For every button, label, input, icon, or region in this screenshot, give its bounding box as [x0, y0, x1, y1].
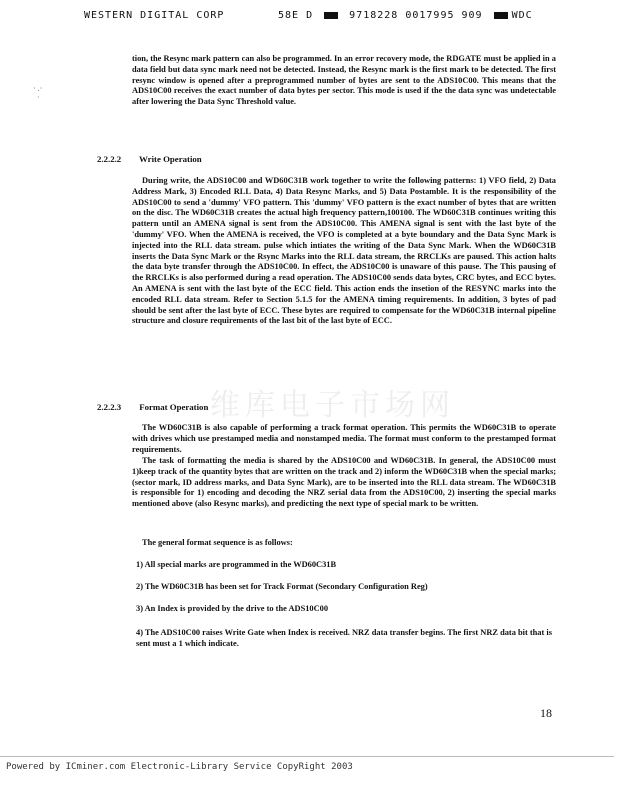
header-codes	[278, 10, 533, 21]
format-paragraph-3: The general format sequence is as follows:	[142, 538, 293, 547]
divider	[0, 756, 614, 757]
section-heading-format	[97, 402, 208, 412]
black-block-icon	[324, 12, 338, 19]
intro-paragraph: tion, the Resync mark pattern can also be programmed. In an error recovery mode, the RDGATE must be applied in a data field but data sync mark need not be detected. Instead, the Resync mark is the first mark to be detected. The first resync window is opened after a preprogrammed number of bytes are sent to the ADS10C00. This means that the ADS10C00 receives the exact number of data bytes per sector. This mode is used if the the data sync was undetectable after lowering the Data Sync Threshold value.	[132, 54, 556, 107]
footer-credit: Powered by ICminer.com Electronic-Library Service CopyRight 2003	[6, 762, 353, 772]
section-title: Write Operation	[139, 154, 202, 164]
header-code-b: 9718228 0017995 909	[349, 10, 483, 21]
list-item: 3) An Index is provided by the drive to the ADS10C00	[136, 604, 329, 613]
watermark: 维库电子市场网	[210, 388, 455, 423]
section-number: 2.2.2.2	[97, 154, 122, 164]
format-paragraph-2: The task of formatting the media is shared by the ADS10C00 and WD60C31B. In general, the ADS10C00 must 1)keep track of the quantity bytes that are written on the track and 2) inform the WD60C31B when the special marks;(sector mark, ID address marks, and Data Sync Mark), are to be inserted into the RLL data stream. The WD60C31B is responsible for 1) encoding and decoding the NRZ serial data from the ADS10C00, 2) inserting the special marks mentioned above (also Resync marks), and predicting the next type of special mark to be written.	[132, 456, 556, 509]
list-item: 1) All special marks are programmed in the WD60C31B	[136, 560, 337, 569]
black-block-icon	[494, 12, 508, 19]
header-code-c: WDC	[511, 10, 533, 21]
section-heading-write	[97, 154, 202, 164]
section-title: Format Operation	[139, 402, 209, 412]
header-company: WESTERN DIGITAL CORP	[84, 10, 225, 21]
page-header	[84, 10, 594, 26]
format-paragraph-1: The WD60C31B is also capable of performing a track format operation. This permits the WD60C31B to operate with drives which use prestamped media and nonstamped media. The format must conform to the prestamped format requirements.	[132, 423, 556, 454]
page-number: 18	[540, 706, 552, 720]
write-operation-paragraph: During write, the ADS10C00 and WD60C31B work together to write the following patterns: 1) VFO field, 2) Data Address Mark, 3) Encoded RLL Data, 4) Data Resync Marks, and 5) Data Postamble. It is the responsibility of the ADS10C00 to send a 'dummy' VFO pattern. This 'dummy' VFO pattern is the exact number of bytes that are written on the disc. The WD60C31B creates the actual high frequency pattern,100100. The WD60C31B continues writing this pattern until an AMENA signal is sent from the ADS10C00. This AMENA signal is sent with the last byte of the 'dummy' VFO. When the AMENA is received, the VFO is completed at a byte boundary and the Data Sync Mark is injected into the RLL data stream. pulse which intiates the writing of the Data Sync Mark. When the WD60C31B inserts the Data Sync Mark or the Rsync Marks into the RLL data stream, the RRCLKs are paused. This action halts the data byte transfer through the ADS10C00. In effect, the ADS10C00 is unaware of this pause. The This pausing of the RRCLKs is also performed during a read operation. The ADS10C00 sends data bytes, CRC bytes, and ECC bytes. An AMENA is sent with the last byte of the ECC field. This action ends the insetion of the RESYNC marks into the encoded RLL data stream. Refer to Section 5.1.5 for the AMENA timing requirements. In addition, 3 bytes of pad should be sent after the last byte of ECC. These bytes are required to compensate for the WD60C31B internal pipeline structure and closure requirements of the last bit of the last byte of ECC.	[132, 176, 556, 326]
section-number: 2.2.2.3	[97, 402, 122, 412]
list-item: 4) The ADS10C00 raises Write Gate when Index is received. NRZ data transfer begins. The first NRZ data bit that is sent must a 1 which indicate.	[136, 628, 552, 648]
header-code-a: 58E D	[278, 10, 314, 21]
list-item: 2) The WD60C31B has been set for Track Format (Secondary Configuration Reg)	[136, 582, 428, 591]
scan-speck-icon: · .· ·	[33, 84, 43, 102]
